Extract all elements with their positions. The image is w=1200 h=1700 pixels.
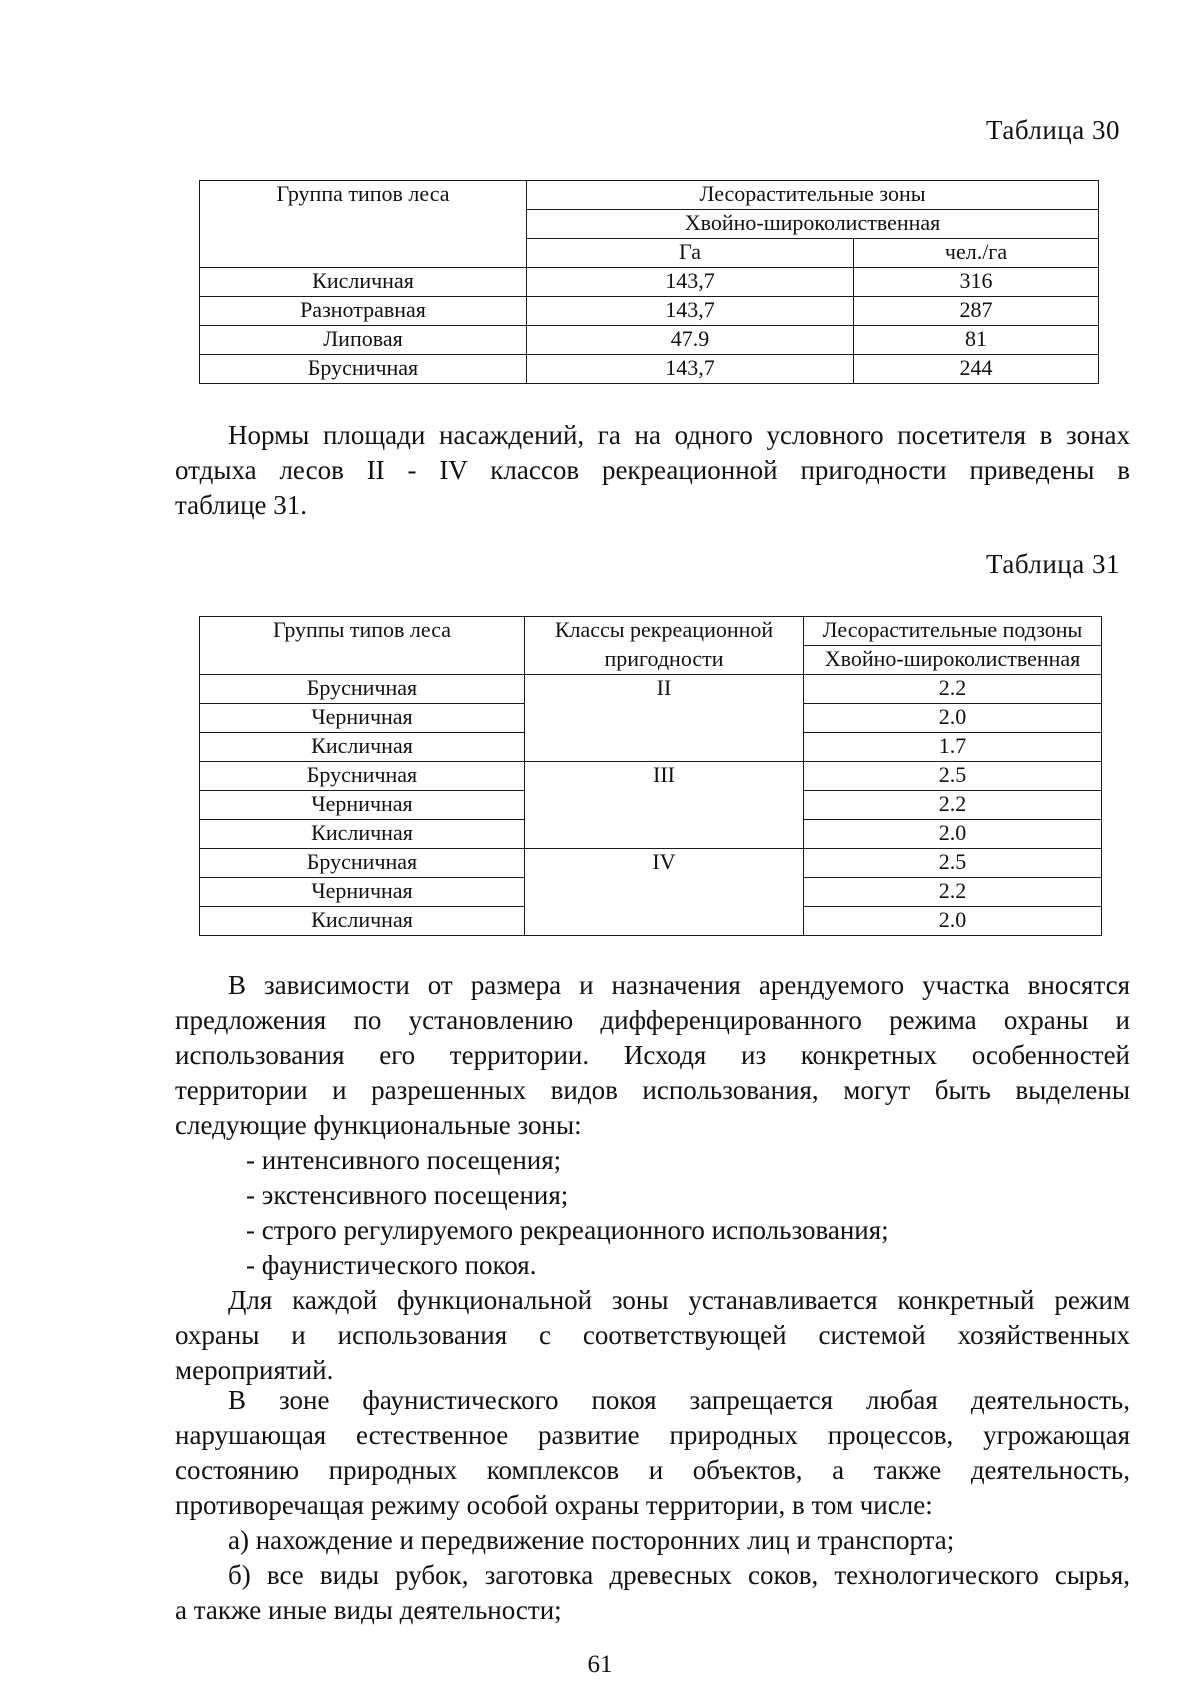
text-line: отдыха лесов II - IV классов рекреационной пригодности приведены в (175, 455, 1130, 485)
table-30-header-subzone: Хвойно-широколиственная (527, 210, 1099, 239)
table-row (200, 762, 1102, 791)
table-30 (199, 180, 1099, 384)
table-31-cell-type: Кисличная (200, 820, 525, 849)
paragraph-regime (175, 1283, 1130, 1388)
text-line: следующие функциональные зоны: (175, 1110, 582, 1140)
zones-list (175, 1143, 1130, 1283)
table-31-cell-value: 2.2 (804, 791, 1102, 820)
text-line: охраны и использования с соответствующей системой хозяйственных (175, 1320, 1130, 1350)
text-line: Для каждой функциональной зоны устанавливается конкретный режим (228, 1285, 1130, 1315)
table-30-header-ga: Га (527, 239, 854, 268)
table-31-cell-value: 2.2 (804, 675, 1102, 704)
text-line: В зависимости от размера и назначения арендуемого участка вносятся (228, 970, 1130, 1000)
table-31-cell-value: 2.5 (804, 762, 1102, 791)
table-31-cell-value: 1.7 (804, 733, 1102, 762)
table-30-cell-ga: 143,7 (527, 355, 854, 384)
table-row (200, 675, 1102, 704)
table-31 (199, 616, 1102, 936)
text-line: б) все виды рубок, заготовка древесных соков, технологического сырья, (228, 1560, 1130, 1590)
paragraph-norms (175, 418, 1130, 523)
text-line: мероприятий. (175, 1355, 334, 1385)
table-row (200, 355, 1099, 384)
table-31-header-subzone: Хвойно-широколиственная (804, 646, 1102, 675)
table-31-cell-type: Кисличная (200, 733, 525, 762)
table-31-cell-class: IV (525, 849, 804, 936)
table-31-cell-value: 2.0 (804, 820, 1102, 849)
item-b (175, 1558, 1130, 1628)
text-line: состоянию природных комплексов и объектов, а также деятельность, (175, 1455, 1130, 1485)
table-30-cell-ga: 143,7 (527, 268, 854, 297)
item-a (175, 1523, 1130, 1558)
table-30-cell-ga: 143,7 (527, 297, 854, 326)
table-row (200, 268, 1099, 297)
text-line: противоречащая режиму особой охраны территории, в том числе: (175, 1490, 933, 1520)
text-line: а также иные виды деятельности; (175, 1595, 562, 1625)
table-30-header-group: Группа типов леса (200, 181, 527, 268)
table-31-cell-type: Брусничная (200, 675, 525, 704)
list-item: - экстенсивного посещения; (246, 1180, 569, 1210)
paragraph-faunal-rest (175, 1383, 1130, 1523)
table-31-header-groups: Группы типов леса (200, 617, 525, 675)
table-31-cell-value: 2.5 (804, 849, 1102, 878)
table-30-cell-type: Брусничная (200, 355, 527, 384)
table-30-cell-type: Кисличная (200, 268, 527, 297)
table-30-header-zones: Лесорастительные зоны (527, 181, 1099, 210)
table-31-cell-type: Черничная (200, 878, 525, 907)
table-31-cell-class: III (525, 762, 804, 849)
table-30-cell-per: 244 (854, 355, 1099, 384)
text-line: нарушающая естественное развитие природных процессов, угрожающая (175, 1420, 1130, 1450)
text-line: предложения по установлению дифференцированного режима охраны и (175, 1005, 1130, 1035)
table-31-cell-value: 2.2 (804, 878, 1102, 907)
paragraph-zones-intro (175, 968, 1130, 1143)
table-30-cell-per: 287 (854, 297, 1099, 326)
list-item: - интенсивного посещения; (246, 1145, 562, 1175)
table-30-cell-type: Разнотравная (200, 297, 527, 326)
list-item: - фаунистического покоя. (246, 1250, 537, 1280)
table-30-cell-type: Липовая (200, 326, 527, 355)
table-30-header-per: чел./га (854, 239, 1099, 268)
text-line: а) нахождение и передвижение посторонних лиц и транспорта; (228, 1525, 955, 1555)
table-31-cell-type: Брусничная (200, 762, 525, 791)
text-line: В зоне фаунистического покоя запрещается любая деятельность, (228, 1385, 1130, 1415)
table-30-cell-per: 81 (854, 326, 1099, 355)
table-30-cell-per: 316 (854, 268, 1099, 297)
table-31-header-subzones: Лесорастительные подзоны (804, 617, 1102, 646)
table-31-cell-value: 2.0 (804, 704, 1102, 733)
page-number: 61 (587, 1651, 613, 1678)
table-row (200, 297, 1099, 326)
table-31-cell-value: 2.0 (804, 907, 1102, 936)
table-31-header-classes-line2: пригодности (525, 646, 804, 675)
table-row (200, 326, 1099, 355)
table-31-cell-class: II (525, 675, 804, 762)
table-31-cell-type: Кисличная (200, 907, 525, 936)
text-line: территории и разрешенных видов использования, могут быть выделены (175, 1075, 1130, 1105)
text-line: таблице 31. (175, 490, 308, 520)
table-30-caption: Таблица 30 (986, 115, 1120, 145)
table-31-cell-type: Черничная (200, 791, 525, 820)
table-31-cell-type: Брусничная (200, 849, 525, 878)
table-31-header-classes-line1: Классы рекреационной (525, 617, 804, 646)
table-row (200, 849, 1102, 878)
table-31-caption: Таблица 31 (986, 549, 1120, 579)
table-31-cell-type: Черничная (200, 704, 525, 733)
list-item: - строго регулируемого рекреационного использования; (246, 1215, 889, 1245)
text-line: использования его территории. Исходя из конкретных особенностей (175, 1040, 1130, 1070)
table-30-cell-ga: 47.9 (527, 326, 854, 355)
text-line: Нормы площади насаждений, га на одного условного посетителя в зонах (228, 420, 1130, 450)
